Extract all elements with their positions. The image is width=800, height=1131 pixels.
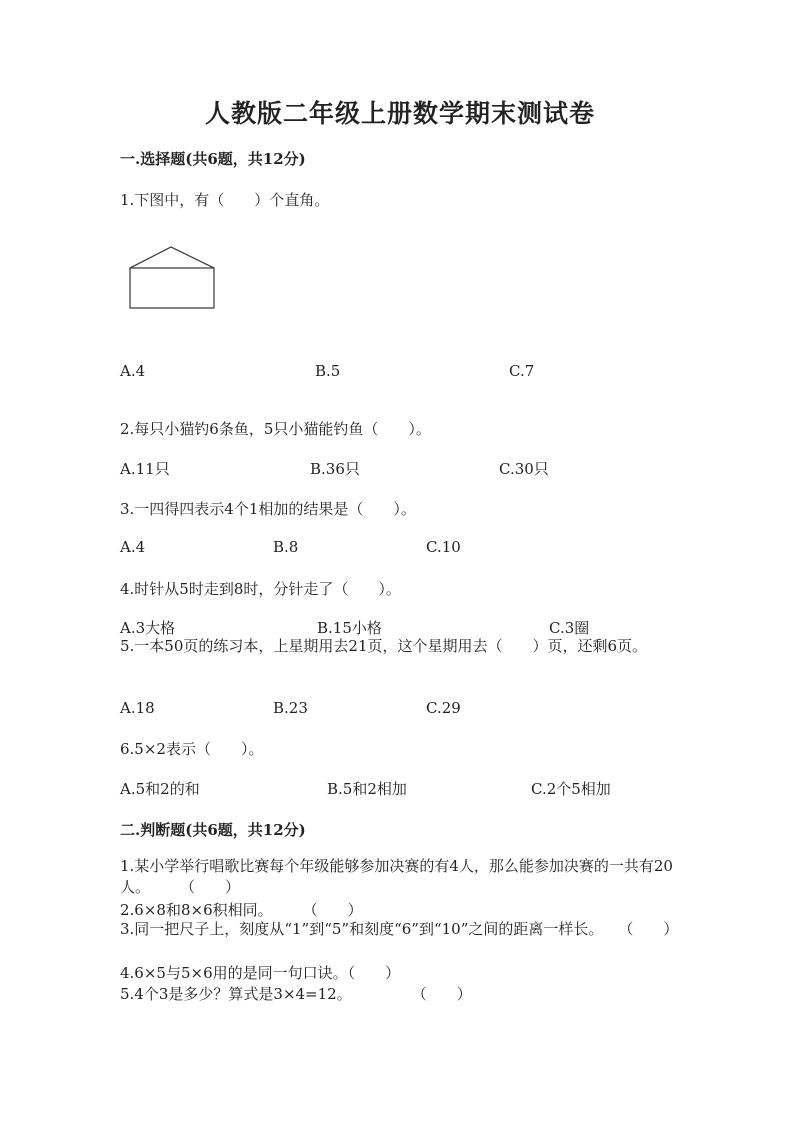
judgement-item-2: 2.6×8和8×6积相同。 （ ） xyxy=(120,901,363,919)
q1-option-b[interactable]: B.5 xyxy=(315,362,341,380)
q2-option-a[interactable]: A.11只 xyxy=(120,460,170,478)
judgement-item-1: 1.某小学举行唱歌比赛每个年级能够参加决赛的有4人，那么能参加决赛的一共有20人。 （ ） xyxy=(120,857,673,896)
q2-option-c[interactable]: C.30只 xyxy=(499,460,549,478)
q3-option-a[interactable]: A.4 xyxy=(120,538,146,556)
q4-option-a[interactable]: A.3大格 xyxy=(120,619,176,637)
q6-option-a[interactable]: A.5和2的和 xyxy=(120,780,200,798)
q5-option-a[interactable]: A.18 xyxy=(120,699,155,717)
q6-option-c[interactable]: C.2个5相加 xyxy=(531,780,611,798)
judgement-item-5: 5.4个3是多少？算式是3×4=12。 （ ） xyxy=(120,985,472,1003)
question-3: 3.一四得四表示4个1相加的结果是（ ）。 xyxy=(120,500,416,518)
judgement-item-3: 3.同一把尺子上，刻度从“1”到“5”和刻度“6”到“10”之间的距离一样长。 （ ） xyxy=(120,920,679,938)
q3-option-b[interactable]: B.8 xyxy=(273,538,299,556)
question-6: 6.5×2表示（ ）。 xyxy=(120,740,264,758)
section-heading-choice: 一.选择题(共6题，共12分) xyxy=(120,150,306,168)
q4-option-c[interactable]: C.3圈 xyxy=(549,619,590,637)
q3-option-c[interactable]: C.10 xyxy=(426,538,461,556)
q2-option-b[interactable]: B.36只 xyxy=(310,460,360,478)
question-4: 4.时针从5时走到8时，分针走了（ ）。 xyxy=(120,580,401,598)
q1-option-a[interactable]: A.4 xyxy=(120,362,146,380)
question-2: 2.每只小猫钓6条鱼，5只小猫能钓鱼（ ）。 xyxy=(120,420,431,438)
house-shape-figure xyxy=(128,246,218,312)
q5-option-b[interactable]: B.23 xyxy=(273,699,308,717)
judgement-item-4: 4.6×5与5×6用的是同一句口诀。（ ） xyxy=(120,964,401,982)
page-title: 人教版二年级上册数学期末测试卷 xyxy=(204,99,595,128)
q1-option-c[interactable]: C.7 xyxy=(509,362,535,380)
q6-option-b[interactable]: B.5和2相加 xyxy=(327,780,407,798)
question-1: 1.下图中，有（ ）个直角。 xyxy=(120,191,330,209)
section-heading-judgement: 二.判断题(共6题，共12分) xyxy=(120,821,306,839)
question-5: 5.一本50页的练习本，上星期用去21页，这个星期用去（ ）页，还剩6页。 xyxy=(120,637,648,655)
q5-option-c[interactable]: C.29 xyxy=(426,699,461,717)
q4-option-b[interactable]: B.15小格 xyxy=(317,619,382,637)
